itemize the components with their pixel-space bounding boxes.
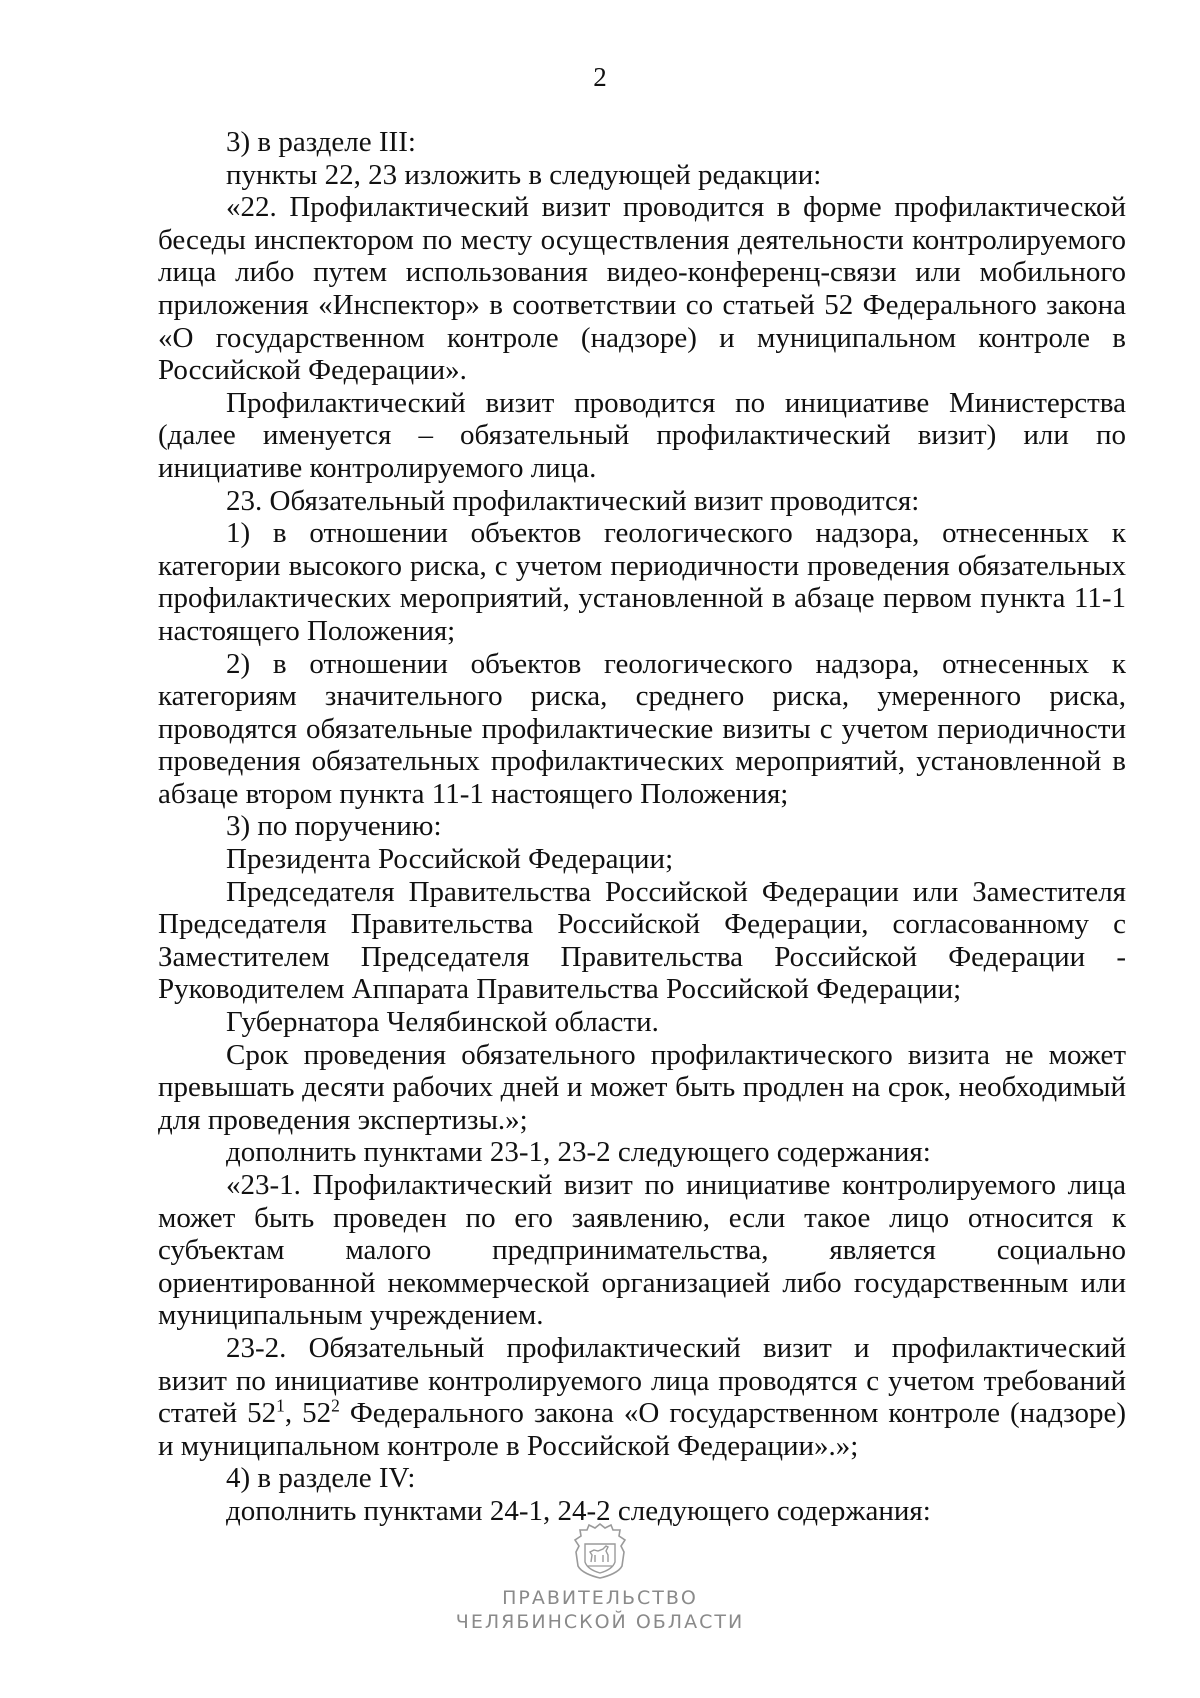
paragraph: «23-1. Профилактический визит по инициативе контролируемого лица может быть проведен по его заявлению, если такое лицо относится к субъектам малого предпринимательства, является социально ориентированной некоммерческой организацией либо государственным или муниципальным учреждением. [158,1169,1126,1332]
paragraph: дополнить пунктами 23-1, 23-2 следующего содержания: [226,1136,931,1169]
coat-of-arms-icon [573,1522,627,1580]
paragraph: 4) в разделе IV: [226,1462,416,1495]
superscript: 2 [331,1395,340,1416]
document-body [158,126,1126,1528]
paragraph: Президента Российской Федерации; [226,843,674,876]
paragraph-text: 23-2. Обязательный профилактический визит и профилактический визит по инициативе контролируемого лица проводятся с учетом требований статей 52 [158,1331,1126,1430]
paragraph: 2) в отношении объектов геологического надзора, отнесенных к категориям значительного риска, среднего риска, умеренного риска, проводятся обязательные профилактические визиты с учетом периодичности проведения обязательных профилактических мероприятий, установленной в абзаце втором пункта 11-1 настоящего Положения; [158,647,1126,810]
paragraph: 1) в отношении объектов геологического надзора, отнесенных к категории высокого риска, с учетом периодичности проведения обязательных профилактических мероприятий, установленной в абзаце первом пункта 11-1 настоящего Положения; [158,517,1126,647]
government-stamp [0,1522,1200,1634]
paragraph-23-2 [158,1332,1126,1462]
stamp-line-1: ПРАВИТЕЛЬСТВО [502,1587,698,1609]
paragraph: 3) в разделе III: [226,126,416,158]
paragraph: Председателя Правительства Российской Федерации или Заместителя Председателя Правительства Российской Федерации, согласованному с Заместителем Председателя Правительства Российской Федерации - Руководителем Аппарата Правительства Российской Федерации; [158,875,1126,1006]
paragraph: дополнить пунктами 24-1, 24-2 следующего содержания: [226,1494,931,1527]
paragraph: 23. Обязательный профилактический визит проводится: [226,484,920,517]
page-number: 2 [593,62,607,92]
paragraph: «22. Профилактический визит проводится в форме профилактической беседы инспектором по месту осуществления деятельности контролируемого лица либо путем использования видео-конференц-связи или мобильного приложения «Инспектор» в соответствии со статьей 52 Федерального закона «О государственном контроле (надзоре) и муниципальном контроле в Российской Федерации». [158,191,1126,387]
paragraph: 3) по поручению: [226,810,442,843]
paragraph-text: , 52 [284,1397,332,1430]
stamp-line-2: ЧЕЛЯБИНСКОЙ ОБЛАСТИ [455,1611,745,1633]
paragraph-text: Федерального закона «О государственном контроле (надзоре) и муниципальном контроле в Российской Федерации».»; [158,1397,1126,1462]
paragraph: Срок проведения обязательного профилактического визита не может превышать десяти рабочих дней и может быть продлен на срок, необходимый для проведения экспертизы.»; [158,1038,1126,1136]
paragraph: Профилактический визит проводится по инициативе Министерства (далее именуется – обязательный профилактический визит) или по инициативе контролируемого лица. [158,386,1126,484]
paragraph: пункты 22, 23 изложить в следующей редакции: [226,158,822,191]
paragraph: Губернатора Челябинской области. [226,1006,659,1039]
superscript: 1 [276,1395,285,1416]
